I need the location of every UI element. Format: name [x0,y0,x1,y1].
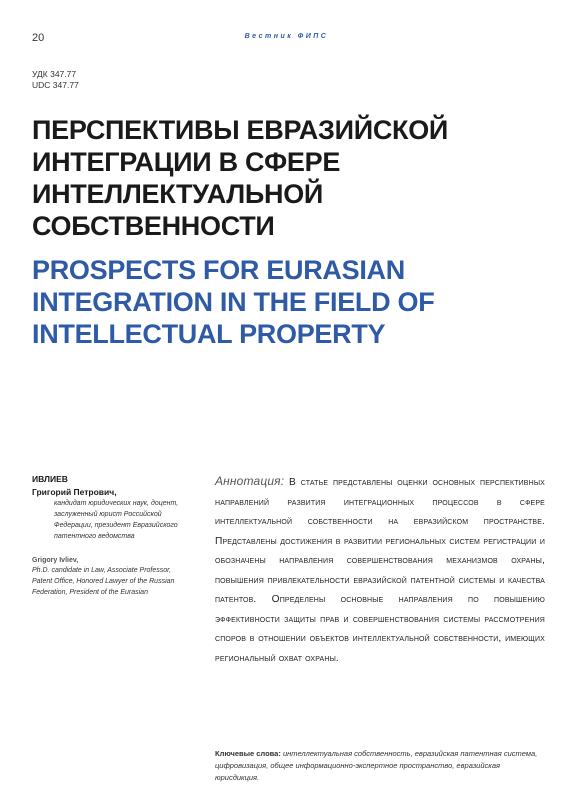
title-ru: ПЕРСПЕКТИВЫ ЕВРАЗИЙСКОЙ ИНТЕГРАЦИИ В СФЕРЕ ИНТЕЛЛЕКТУАЛЬНОЙ СОБСТВЕННОСТИ [32,115,449,241]
title-en: PROSPECTS FOR EURASIAN INTEGRATION IN THE FIELD OF INTELLECTUAL PROPERTY [32,255,435,349]
abstract-text: В статье представлены оценки основных перспективных направлений развития интеграционных процессов в сфере интеллектуальной собственности на евразийском пространстве. Представлены достижения в развитии региональных систем регистрации и обозначены направления совершенствования механизмов охраны, повышения привлекательности евразийской патентной системы и качества патентов. Определены основные направления по повышению эффективности защиты прав и совершенствования системы рассмотрения споров в отношении объектов интеллектуальной собственности, имеющих региональный охват охраны. [215,477,545,664]
keywords [215,748,545,784]
udc-block [32,69,79,91]
author-name: Григорий Петрович, [32,487,117,497]
author-info-ru: кандидат юридических наук, доцент, заслуженный юрист Российской Федерации, президент Евразийского патентного ведомства [54,500,179,540]
udc-en: UDC 347.77 [32,80,79,90]
author-name-en: Grigory Ivliev, [32,557,79,564]
journal-name: Вестник ФИПС [244,33,329,40]
abstract [215,472,545,668]
udc-ru: УДК 347.77 [32,69,77,79]
keywords-text: интеллектуальная собственность, евразийская патентная система, цифровизация, общее информационно-экспертное пространство, евразийская юрисдикция. [215,749,538,782]
author-block [32,474,182,598]
author-info-en: Ph.D. candidate in Law, Associate Professor, Patent Office, Honored Lawyer of the Russian Federation, President of the Eurasian [32,567,175,596]
keywords-label: Ключевые слова: [215,749,281,758]
author-surname: ИВЛИЕВ [32,474,68,484]
page-number: 20 [32,32,45,44]
abstract-label: Аннотация: [215,474,285,488]
